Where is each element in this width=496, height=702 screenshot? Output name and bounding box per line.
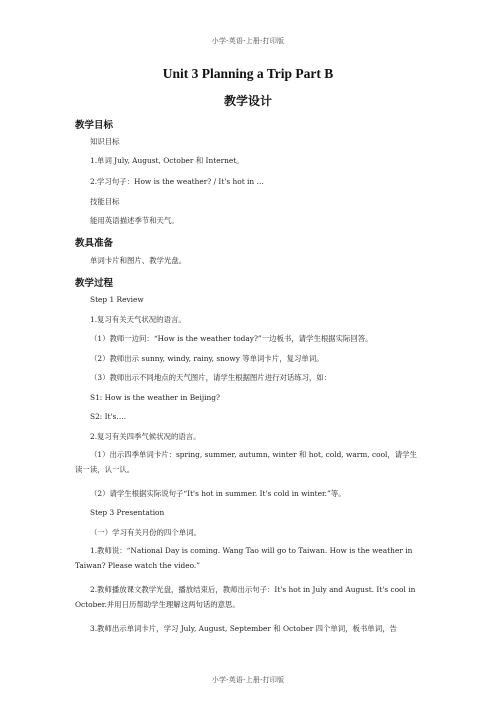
running-footer: 小学-英语-上册-打印版 <box>211 676 285 684</box>
document-title: Unit 3 Planning a Trip Part B <box>162 66 334 81</box>
process-paragraph: 2.教师播放课文教学光盘，播放结束后，教师出示句子：It's hot in July and August. It's cool in October.并用日历帮助学生理解这两句话的意思。 <box>75 585 416 609</box>
process-line: S2: It's…. <box>90 412 127 421</box>
section-heading-materials: 教具准备 <box>75 238 114 249</box>
process-line: 1.复习有关天气状况的语言。 <box>90 315 186 324</box>
goals-line: 知识目标 <box>90 137 120 146</box>
process-line: （3）教师出示不同地点的天气图片，请学生根据图片进行对话练习，如： <box>90 373 332 382</box>
process-line: Step 1 Review <box>90 295 144 304</box>
document-subtitle: 教学设计 <box>223 94 272 108</box>
process-line: Step 3 Presentation <box>90 508 165 517</box>
process-line: 3.教师出示单词卡片，学习 July, August, September 和 October 四个单词，板书单词，告 <box>90 624 397 633</box>
goals-line: 1.单词 July, August, October 和 Internet。 <box>90 156 244 165</box>
materials-line: 单词卡片和图片、教学光盘。 <box>90 256 187 265</box>
section-heading-process: 教学过程 <box>75 278 114 289</box>
process-line: （2）教师出示 sunny, windy, rainy, snowy 等单词卡片，复习单词。 <box>90 354 324 363</box>
process-paragraph: 1.教师说：“National Day is coming. Wang Tao will go to Taiwan. How is the weather in Taiwan? Please watch the video.” <box>75 546 413 570</box>
goals-line: 能用英语描述季节和天气。 <box>90 216 179 225</box>
process-line: （2）请学生根据实际说句子“It's hot in summer. It's cold in winter.”等。 <box>90 489 346 498</box>
process-line: S1: How is the weather in Beijing? <box>90 393 220 402</box>
process-line: （一）学习有关月份的四个单词。 <box>90 528 201 537</box>
process-line: （1）教师一边问：“How is the weather today?”一边板书，请学生根据实际回答。 <box>90 334 373 343</box>
running-header: 小学-英语-上册-打印版 <box>211 37 285 45</box>
process-line: 2.复习有关四季气候状况的语言。 <box>90 432 201 441</box>
section-heading-goals: 教学目标 <box>75 120 114 131</box>
process-paragraph: （1）出示四季单词卡片：spring, summer, autumn, winter 和 hot, cold, warm, cool，请学生读一读，认一认。 <box>75 450 417 474</box>
goals-line: 2.学习句子：How is the weather? / It's hot in … <box>90 177 264 186</box>
goals-line: 技能目标 <box>90 197 120 206</box>
